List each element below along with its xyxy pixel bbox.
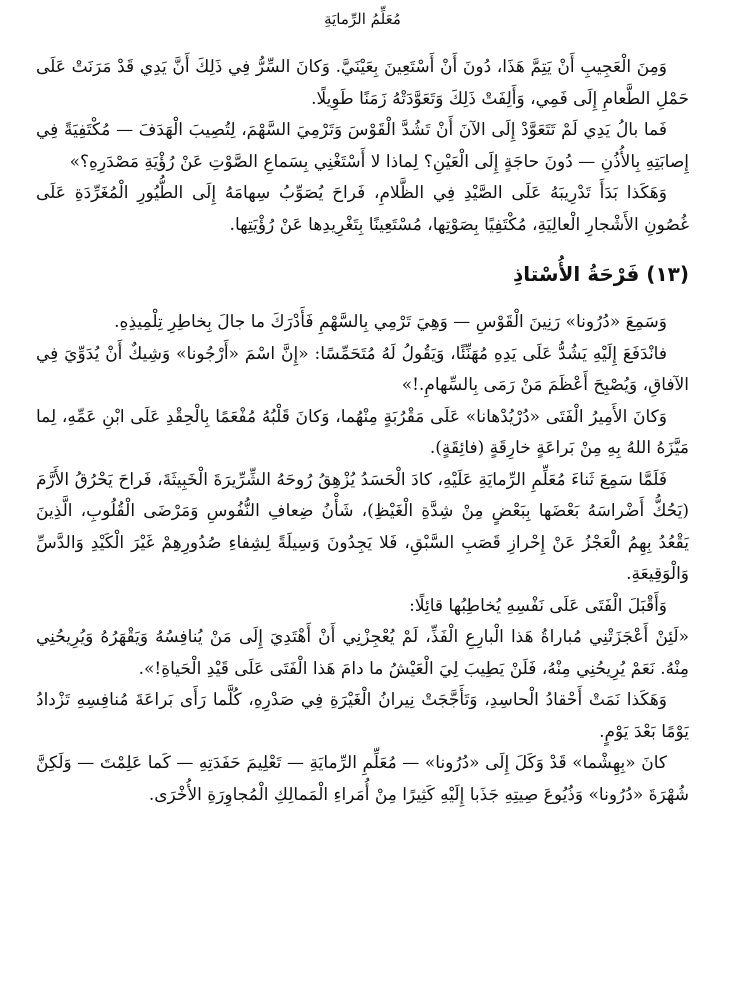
paragraph: فانْدَفَعَ إِلَيْهِ يَشُدُّ عَلَى يَدِهِ مُهَنِّئًا، وَيَقُولُ لَهُ مُتَحَمِّسًا: «إِنَّ اسْمَ «أَرْجُونا» وَشِيكٌ أَنْ يُدَوِّيَ فِي الآفاقِ، وَيُصْبِحَ أَعْظَمَ مَنْ رَمَى بِالسِّهامِ.!»: [36, 343, 689, 395]
paragraph: وَهَكَذا نَمَتْ أَحْقادُ الْحاسِدِ، وَتَأَجَّجَتْ نِيرانُ الْغَيْرَةِ فِي صَدْرِهِ، كُلَّما رَأَى بَراعَةَ مُنافِسِهِ تَزْدادُ يَوْمًا بَعْدَ يَوْمٍ.: [36, 690, 689, 742]
paragraph: فَما بالُ يَدِي لَمْ تَتَعَوَّدْ إِلَى الآنَ أَنْ تَشُدَّ الْقَوْسَ وَتَرْمِيَ السَّهْمَ، لِتُصِيبَ الْهَدَفَ — مُكْتَفِيَةً فِي إِصابَتِهِ بِالأُذُنِ — دُونَ حاجَةٍ إِلَى الْعَيْنِ؟ لِماذا لا أَسْتَغْنِي بِسَماعِ الصَّوْتِ عَنْ رُؤْيَةِ مَصْدَرِهِ؟»: [36, 120, 689, 172]
chapter-title: (١٣) فَرْحَةُ الأُسْتاذِ: [512, 262, 689, 286]
paragraph: وَكانَ الأَمِيرُ الْفَتَى «دُرْيُدْهانا» عَلَى مَقْرُبَةٍ مِنْهُما، وَكانَ قَلْبُهُ مُفْعَمًا بِالْحِقْدِ عَلَى ابْنِ عَمِّهِ، لِما مَيَّزَهُ اللهُ بِهِ مِنْ بَراعَةٍ خارِقَةٍ (فائِقَةٍ).: [36, 406, 689, 458]
paragraph: وَهَكَذا بَدَأَ تَدْرِيبَهُ عَلَى الصَّيْدِ فِي الظَّلامِ، فَراحَ يُصَوِّبُ سِهامَهُ إِلَى الطُّيُورِ الْمُغَرِّدَةِ عَلَى غُصُونِ الأَشْجارِ الْعالِيَةِ، مُكْتَفِيًا بِصَوْتِها، مُسْتَعِينًا بِتَغْرِيدِها عَنْ رُؤْيَتِها.: [36, 183, 689, 235]
paragraph: وَسَمِعَ «دُرُونا» رَنِينَ الْقَوْسِ — وَهِيَ تَرْمِي بِالسَّهْمِ فَأَدْرَكَ ما جالَ بِخاطِرِ تِلْمِيذِهِ.: [114, 312, 667, 332]
paragraph: وَأَقْبَلَ الْفَتَى عَلَى نَفْسِهِ يُخاطِبُها قائِلًا:: [409, 595, 667, 616]
paragraph: كانَ «بِهِشْما» قَدْ وَكَلَ إِلَى «دُرُونا» — مُعَلِّمِ الرِّمايَةِ — تَعْلِيمَ حَفَدَتِهِ — كَما عَلِمْتَ — وَلَكِنَّ شُهْرَةَ «دُرُونا» وَذُيُوعَ صِيتِهِ جَذَبا إِلَيْهِ كَثِيرًا مِنْ أُمَراءِ الْمَمالِكِ الْمُجاوِرَةِ الأُخْرَى.: [36, 753, 689, 805]
paragraph: فَلَمَّا سَمِعَ ثَناءَ مُعَلِّمِ الرِّمايَةِ عَلَيْهِ، كادَ الْحَسَدُ يُزْهِقُ رُوحَهُ الشِّرِّيرَةَ الْخَبِيثَةَ، فَراحَ يَحْرُقُ الأَرَّمَ (يَحُكُّ أَضْراسَهُ بَعْضَها بِبَعْضٍ مِنْ شِدَّةِ الْغَيْظِ)، شَأْنُ ضِعافِ النُّفُوسِ وَمَرْضَى الْقُلُوبِ، الَّذِينَ يَقْعُدُ بِهِمُ الْعَجْزُ عَنْ إِحْرازِ قَصَبِ السَّبْقِ، فَلا يَجِدُونَ وَسِيلَةً لِشِفاءِ صُدُورِهِمْ غَيْرَ الْكَيْدِ وَالدَّسِّ وَالْوَقِيعَةِ.: [36, 469, 689, 584]
paragraph: وَمِنَ الْعَجِيبِ أَنْ يَتِمَّ هَذَا، دُونَ أَنْ أَسْتَعِينَ بِعَيْنَيَّ. وَكانَ السِّرُّ فِي ذَلِكَ أَنَّ يَدِي قَدْ مَرَنَتْ عَلَى حَمْلِ الطَّعامِ إِلَى فَمِي، وَأَلِفَتْ ذَلِكَ وَتَعَوَّدَتْهُ زَمَنًا طَوِيلًا.: [36, 57, 689, 109]
running-header: مُعَلِّمُ الرِّمايَةِ: [324, 10, 401, 28]
quoted-paragraph: «لَئِنْ أَعْجَزَتْنِي مُباراةُ هَذا الْبارِعِ الْفَذِّ، لَمْ يُعْجِزْنِي أَنْ أَهْتَدِيَ إِلَى مَنْ يُنافِسُهُ وَيَقْهَرُهُ وَيُرِيحُنِي مِنْهُ. نَعَمْ يُرِيحُنِي مِنْهُ، فَلَنْ يَطِيبَ لِيَ الْعَيْشُ ما دامَ هَذا الْفَتَى عَلَى قَيْدِ الْحَياةِ!».: [36, 627, 689, 679]
